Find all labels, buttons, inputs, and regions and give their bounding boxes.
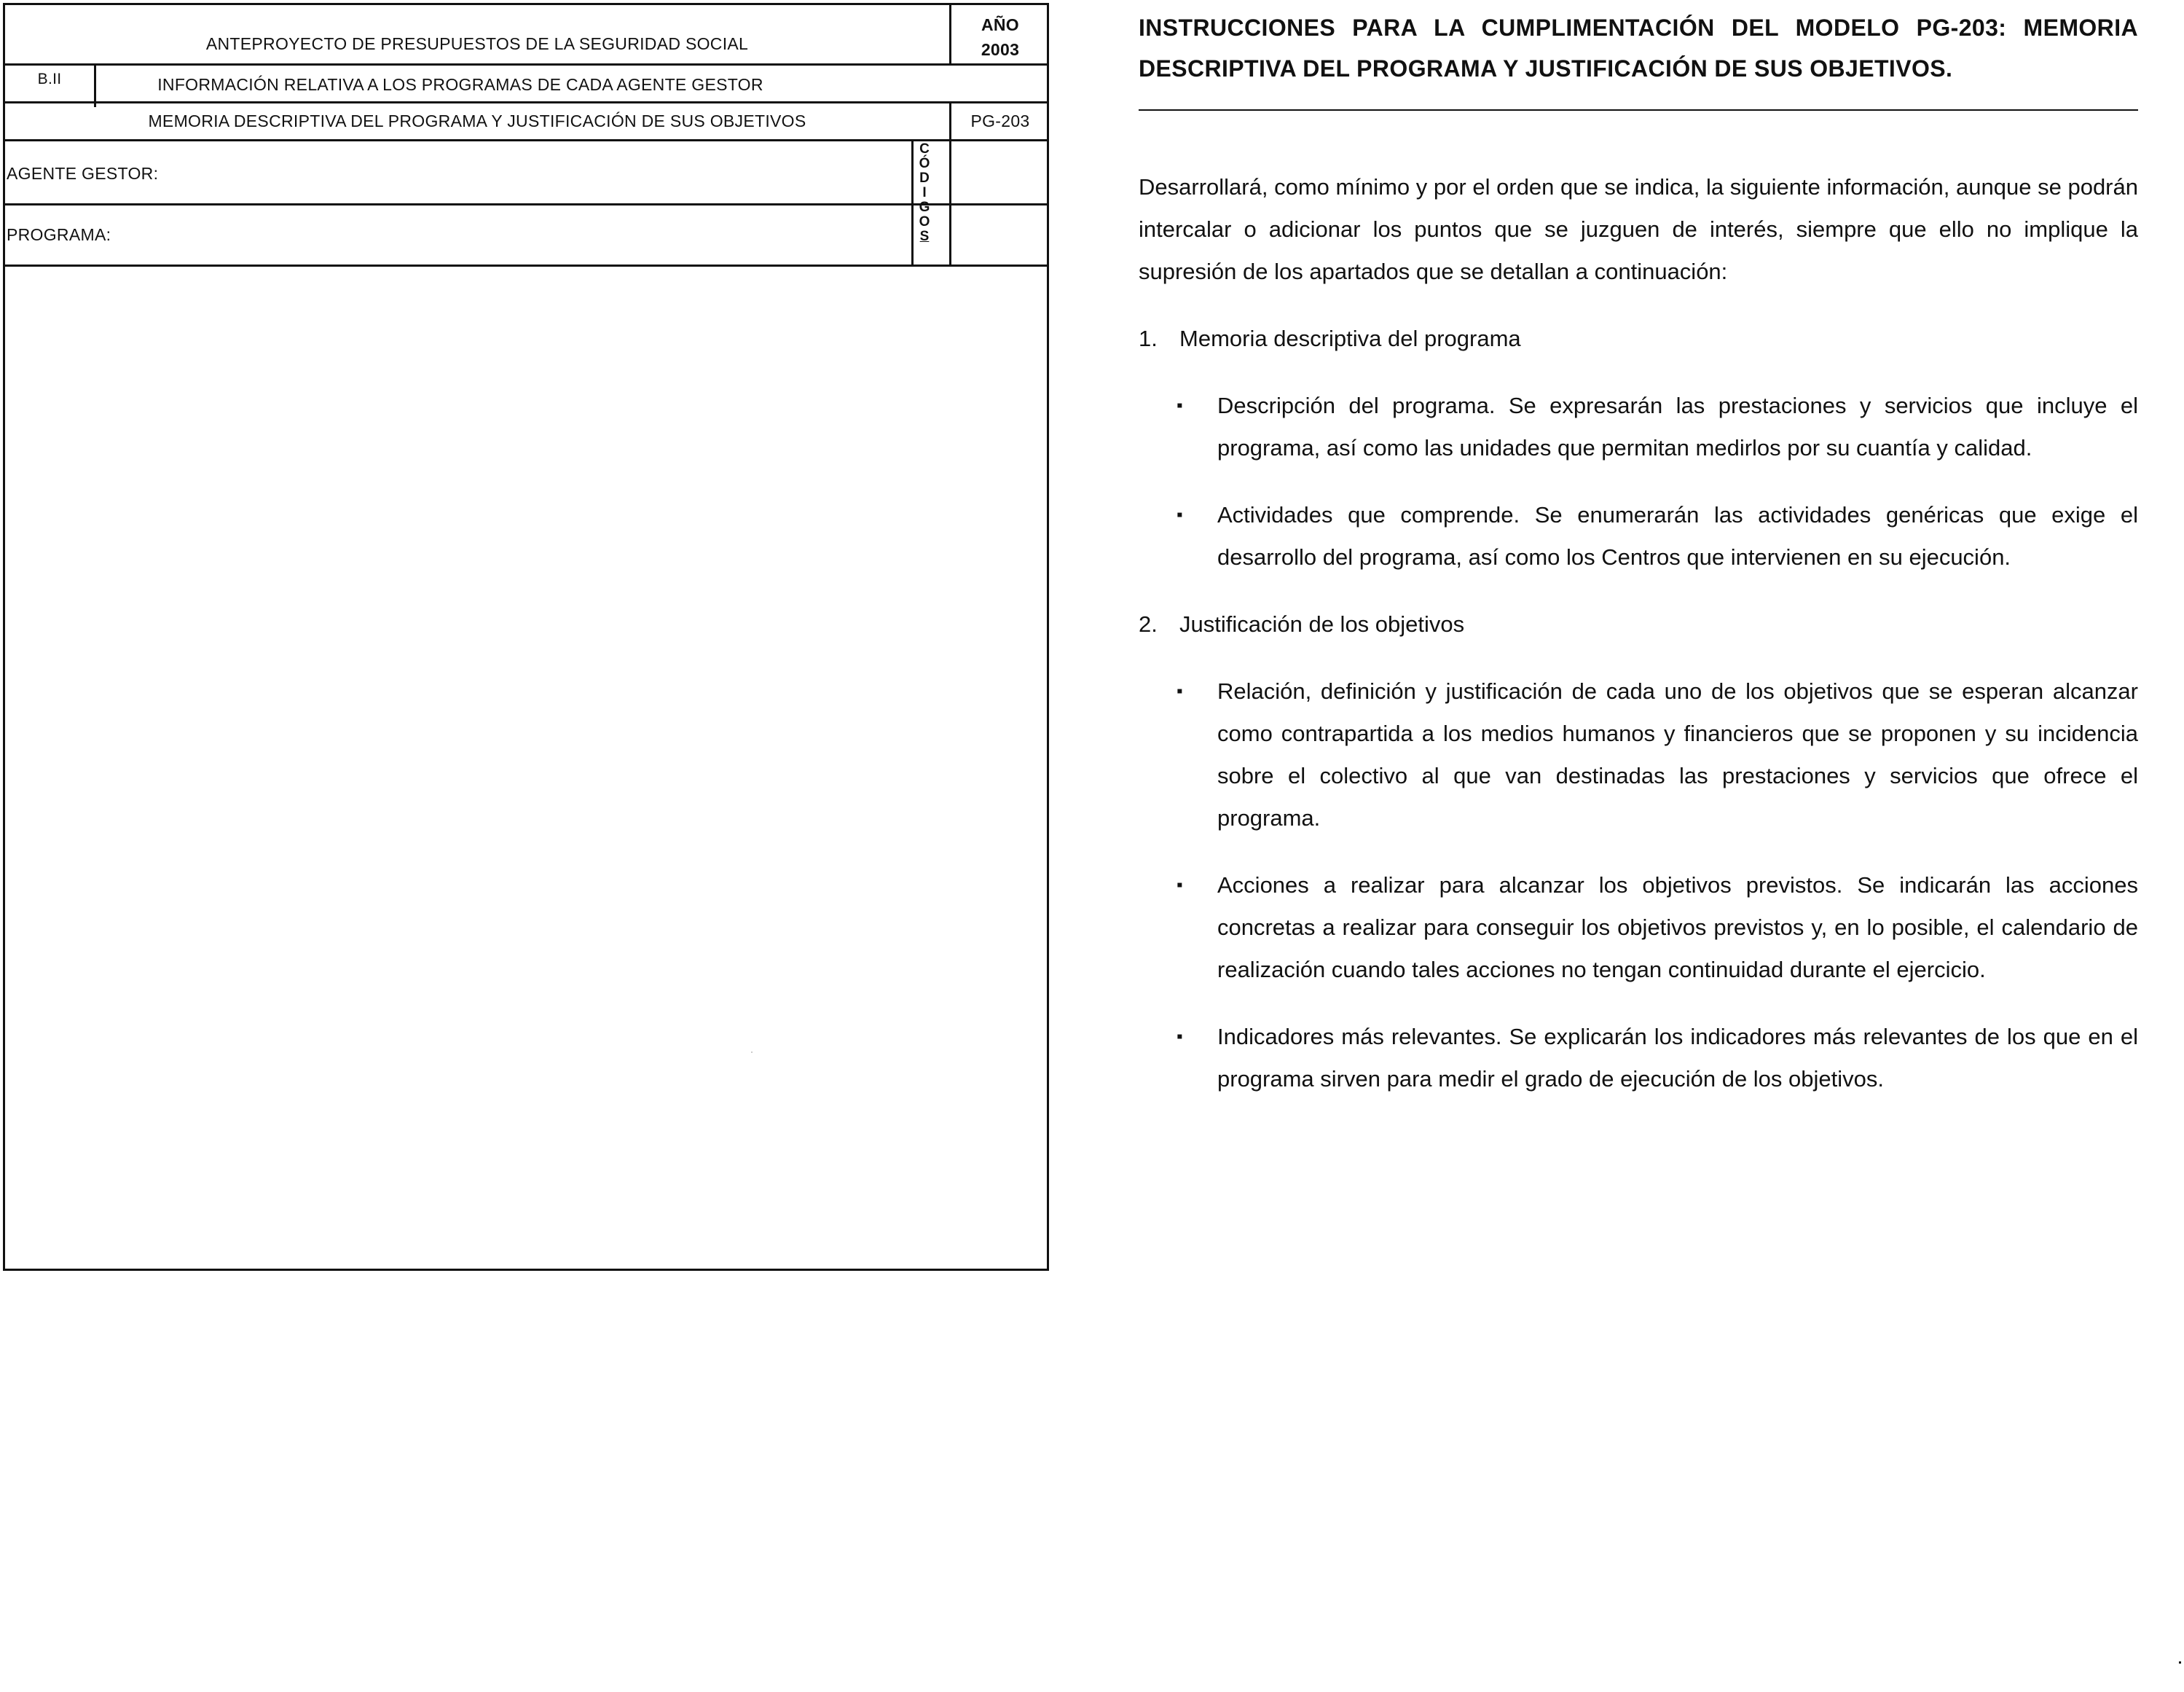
codes-letter: S bbox=[919, 229, 930, 244]
bullet-text: Relación, definición y justificación de cada uno de los objetivos que se esperan alcanzar como contrapartida a los medios humanos y financieros que se proponen y su incidencia sobre el colectivo al que van destinadas las prestaciones y servicios que ofrece el programa. bbox=[1217, 678, 2138, 831]
title-underline bbox=[1139, 109, 2138, 111]
section-number: 2. bbox=[1139, 611, 1158, 637]
list-item bbox=[1139, 670, 2138, 839]
memoria-body-area[interactable] bbox=[5, 267, 1047, 1269]
program-code-field[interactable] bbox=[954, 208, 1045, 262]
section-heading: Memoria descriptiva del programa bbox=[1179, 326, 1521, 351]
agent-code-field[interactable] bbox=[954, 144, 1045, 199]
codes-right-divider bbox=[949, 139, 951, 265]
section-code: B.II bbox=[37, 71, 62, 87]
list-item bbox=[1139, 864, 2138, 991]
agent-label: AGENTE GESTOR: bbox=[7, 164, 159, 183]
form-rule-4 bbox=[5, 203, 1047, 205]
instructions-title: INSTRUCCIONES PARA LA CUMPLIMENTACIÓN DEL MODELO PG-203: MEMORIA DESCRIPTIVA DEL PROGRAMA Y JUSTIFICACIÓN DE SUS OBJETIVOS. bbox=[1139, 15, 2138, 82]
agent-field[interactable] bbox=[224, 144, 901, 199]
bullet-icon: ▪ bbox=[1177, 1027, 1183, 1046]
form-rule-3 bbox=[5, 139, 1047, 141]
bullet-icon: ▪ bbox=[1177, 681, 1183, 701]
codes-letter: C bbox=[919, 141, 930, 157]
model-title: MEMORIA DESCRIPTIVA DEL PROGRAMA Y JUSTIFICACIÓN DE SUS OBJETIVOS bbox=[148, 111, 806, 130]
form-rule-2 bbox=[5, 101, 1047, 103]
codes-letter: Ó bbox=[919, 156, 930, 171]
bullet-text: Actividades que comprende. Se enumerarán las actividades genéricas que exige el desarrollo del programa, así como los Centros que intervienen en su ejecución. bbox=[1217, 502, 2138, 570]
bullet-icon: ▪ bbox=[1177, 396, 1183, 415]
codes-letter: D bbox=[919, 171, 930, 186]
year-value: 2003 bbox=[981, 40, 1020, 59]
program-field[interactable] bbox=[151, 208, 901, 262]
bullet-text: Descripción del programa. Se expresarán las prestaciones y servicios que incluye el programa, así como las unidades que permitan medirlos por su cuantía y calidad. bbox=[1217, 393, 2138, 461]
model-code: PG-203 bbox=[970, 111, 1030, 130]
bullet-text: Indicadores más relevantes. Se explicarán los indicadores más relevantes de los que en el programa sirven para medir el grado de ejecución de los objetivos. bbox=[1217, 1024, 2138, 1092]
section-2 bbox=[1139, 603, 2138, 646]
bullet-text: Acciones a realizar para alcanzar los objetivos previstos. Se indicarán las acciones concretas a realizar para conseguir los objetivos previstos y, en lo posible, el calendario de realización cuando tales acciones no tengan continuidad durante el ejercicio. bbox=[1217, 872, 2138, 982]
codes-letter: O bbox=[919, 214, 930, 230]
pg203-form bbox=[3, 3, 1049, 1271]
codes-letter: I bbox=[922, 185, 927, 200]
section-heading: Justificación de los objetivos bbox=[1179, 611, 1465, 637]
instructions-panel bbox=[1139, 7, 2138, 1100]
program-label: PROGRAMA: bbox=[7, 225, 111, 244]
list-item bbox=[1139, 1016, 2138, 1100]
list-item bbox=[1139, 385, 2138, 469]
bullet-icon: ▪ bbox=[1177, 875, 1183, 895]
codes-vertical-label bbox=[913, 0, 936, 244]
intro-paragraph: Desarrollará, como mínimo y por el orden que se indica, la siguiente información, aunque se podrán intercalar o adicionar los puntos que se juzguen de interés, siempre que ello no implique la supresión de los apartados que se detallan a continuación: bbox=[1139, 174, 2138, 284]
scan-mark bbox=[2179, 1661, 2181, 1664]
year-label: AÑO bbox=[981, 15, 1019, 34]
form-title: ANTEPROYECTO DE PRESUPUESTOS DE LA SEGURIDAD SOCIAL bbox=[205, 34, 749, 53]
form-subtitle: INFORMACIÓN RELATIVA A LOS PROGRAMAS DE CADA AGENTE GESTOR bbox=[157, 75, 763, 94]
section-number: 1. bbox=[1139, 326, 1158, 351]
scan-speck bbox=[751, 1051, 753, 1053]
section-1 bbox=[1139, 318, 2138, 360]
bullet-icon: ▪ bbox=[1177, 505, 1183, 525]
codes-letter: G bbox=[919, 200, 930, 215]
form-rule-1 bbox=[5, 63, 1047, 66]
list-item bbox=[1139, 494, 2138, 579]
